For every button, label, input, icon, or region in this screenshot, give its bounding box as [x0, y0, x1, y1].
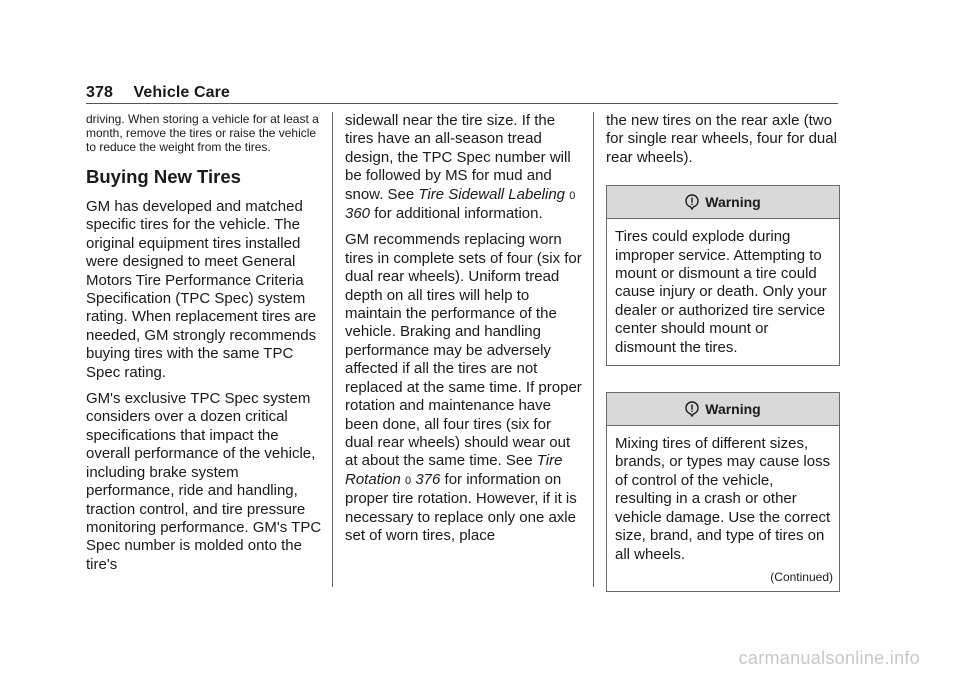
cross-reference-page[interactable]: 376	[415, 470, 441, 488]
continued-label: (Continued)	[770, 569, 833, 584]
paragraph: the new tires on the rear axle (two for single rear wheels, four for dual rear wheels).	[606, 112, 837, 166]
warning-box	[606, 185, 840, 366]
warning-box	[606, 392, 840, 592]
warning-body: Mixing tires of different sizes, brands, or types may cause loss of control of the vehicle, resulting in a crash or other vehicle damage. Use the correct size, brand, and type of tires on all wheels.	[615, 435, 831, 563]
column-divider	[332, 112, 333, 587]
text-run: GM recommends replacing worn tires in complete sets of four (six for dual rear wheels). Uniform tread depth on all tires will help to maintain the performance of the vehicle. Braking and handling performance may be adversely affected if all the tires are not replaced at the same time. If proper rotation and maintenance have been done, all four tires (six for dual rear wheels) should wear out at about the same time. See	[345, 231, 582, 470]
warning-header	[607, 186, 839, 219]
column-3	[606, 112, 840, 592]
text-run: for information on proper tire rotation. However, if it is necessary to replace only one axle set of worn tires, place	[345, 470, 577, 544]
header-rule	[86, 103, 838, 104]
column-2	[345, 112, 583, 553]
cross-reference-link[interactable]: Tire Sidewall Labeling	[418, 185, 566, 203]
warning-title: Warning	[705, 194, 761, 211]
paragraph: GM has developed and matched specific tires for the vehicle. The original equipment tires installed were designed to meet General Motors Tire Performance Criteria Specification (TPC Spec) system rating. When replacement tires are needed, GM strongly recommends buying tires with the same TPC Spec rating.	[86, 198, 317, 381]
warning-icon	[685, 194, 699, 210]
warning-title: Warning	[705, 400, 761, 417]
warning-icon	[685, 401, 699, 417]
page-ref-icon: 0	[569, 189, 576, 202]
column-1	[86, 112, 322, 582]
intro-text: driving. When storing a vehicle for at least a month, remove the tires or raise the vehicle to reduce the weight from the tires.	[86, 112, 319, 154]
page-ref-icon: 0	[405, 474, 412, 487]
warning-header	[607, 393, 839, 426]
section-title: Vehicle Care	[133, 84, 230, 101]
section-heading: Buying New Tires	[86, 166, 241, 187]
paragraph	[345, 231, 583, 545]
column-divider	[593, 112, 594, 587]
page-header	[86, 84, 230, 102]
paragraph: GM's exclusive TPC Spec system considers over a dozen critical specifications that impact the overall performance of the vehicle, including brake system performance, ride and handling, traction control, and tire pressure monitoring performance. GM's TPC Spec number is molded onto the tire's	[86, 390, 322, 573]
cross-reference-page[interactable]: 360	[345, 205, 371, 223]
text-run: for additional information.	[370, 205, 543, 223]
text-run: sidewall near the tire size. If the tires have an all-season tread design, the TPC Spec number will be followed by MS for mud and snow. See	[345, 112, 571, 203]
paragraph	[345, 112, 583, 223]
page-number: 378	[86, 84, 113, 101]
watermark: carmanualsonline.info	[738, 648, 920, 668]
cross-reference-link[interactable]: Tire Rotation	[345, 452, 563, 488]
warning-body: Tires could explode during improper service. Attempting to mount or dismount a tire could cause injury or death. Only your dealer or authorized tire service center should mount or dismount the tires.	[615, 228, 827, 356]
